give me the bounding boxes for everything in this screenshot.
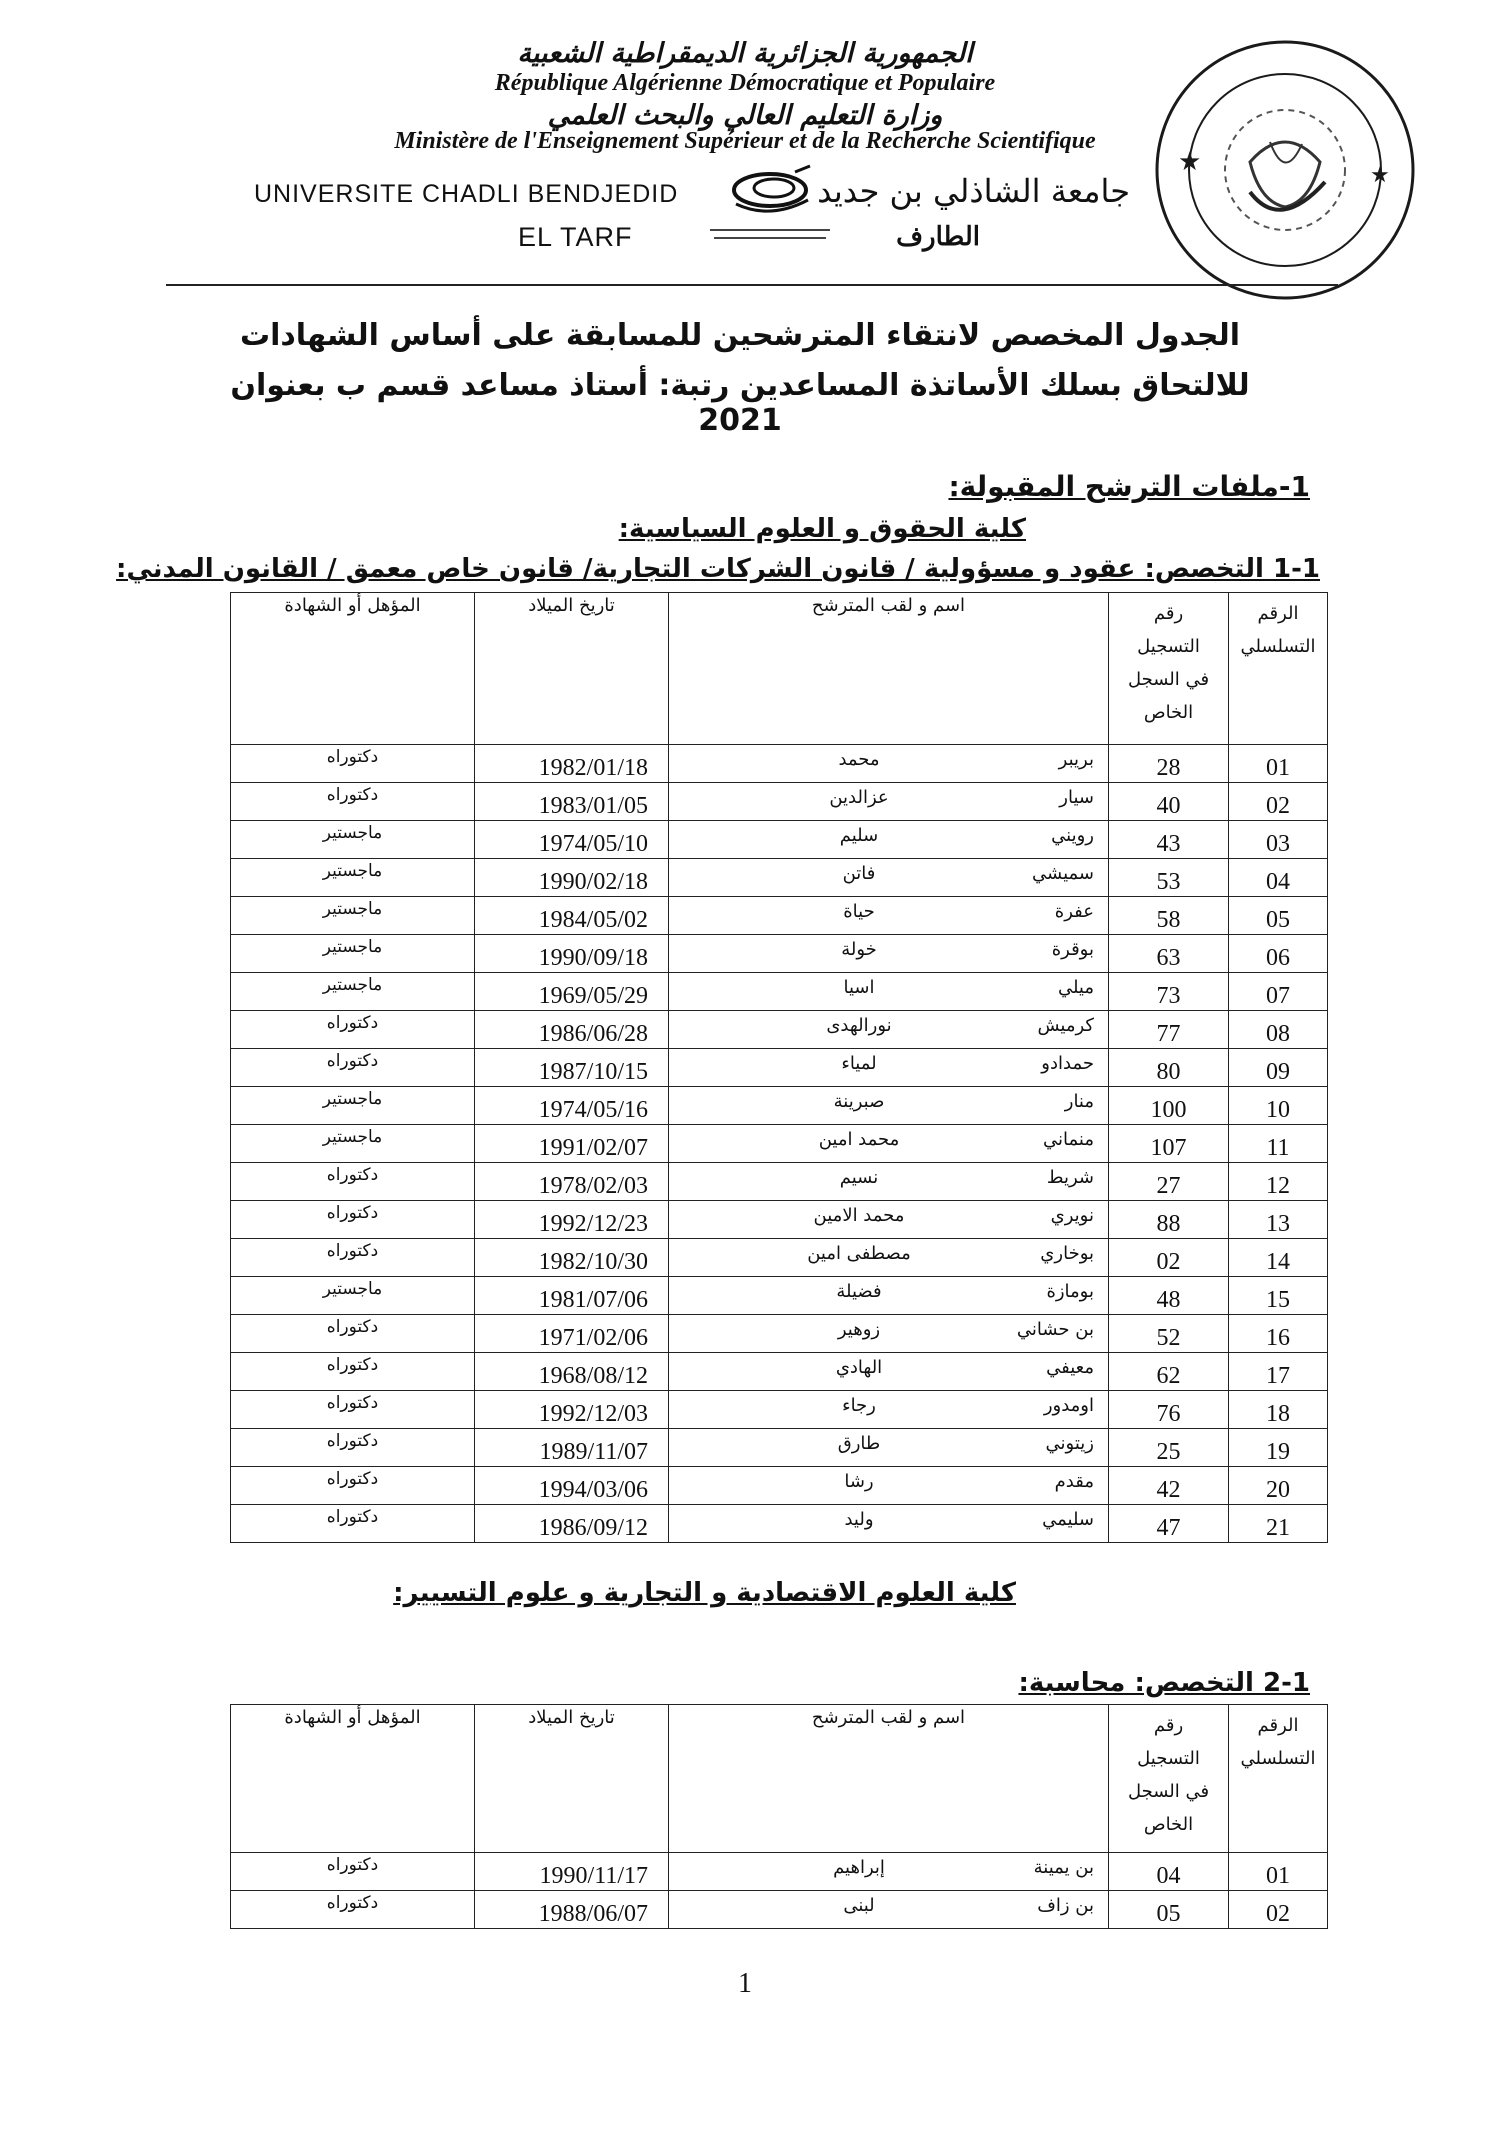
cell-serial: 19 [1229,1429,1328,1467]
cell-degree: ماجستير [231,859,475,897]
cell-degree: ماجستير [231,1125,475,1163]
faculty-economics-heading: كلية العلوم الاقتصادية و التجارية و علوم التسيير: [393,1578,1016,1608]
cell-candidate-name [669,783,1109,821]
cell-registration: 40 [1109,783,1229,821]
table-header-row [231,1705,1328,1853]
cell-registration: 25 [1109,1429,1229,1467]
table-row [231,1277,1328,1315]
cell-serial: 13 [1229,1201,1328,1239]
cell-serial: 21 [1229,1505,1328,1543]
cell-candidate-name [669,1163,1109,1201]
cell-serial: 16 [1229,1315,1328,1353]
candidate-given-name: اسيا [843,977,875,998]
cell-serial: 07 [1229,973,1328,1011]
cell-birth-date: 1991/02/07 [475,1125,669,1163]
cell-serial: 05 [1229,897,1328,935]
candidate-given-name: فاتن [842,863,876,884]
document-title-line-1: الجدول المخصص لانتقاء المترشحين للمسابقة على أساس الشهادات [239,318,1240,353]
cell-degree: ماجستير [231,897,475,935]
table-row [231,1467,1328,1505]
university-city-arabic: الطارف [896,222,980,252]
candidate-surname: معيفي [1046,1357,1094,1378]
cell-birth-date: 1978/02/03 [475,1163,669,1201]
table-row [231,1011,1328,1049]
table-row [231,1353,1328,1391]
cell-candidate-name [669,745,1109,783]
cell-degree: دكتوراه [231,1049,475,1087]
cell-registration: 80 [1109,1049,1229,1087]
candidate-surname: رويني [1051,825,1094,846]
cell-birth-date: 1990/11/17 [475,1853,669,1891]
candidate-surname: بريبر [1058,749,1094,770]
table-row [231,1429,1328,1467]
svg-text:★: ★ [1370,163,1390,188]
table-row [231,1853,1328,1891]
column-header-name: اسم و لقب المترشح [669,1705,1109,1853]
cell-serial: 01 [1229,745,1328,783]
cell-birth-date: 1968/08/12 [475,1353,669,1391]
cell-serial: 02 [1229,783,1328,821]
cell-registration: 77 [1109,1011,1229,1049]
cell-registration: 47 [1109,1505,1229,1543]
section-title: 1-ملفات الترشح المقبولة: [948,470,1310,503]
cell-birth-date: 1992/12/23 [475,1201,669,1239]
cell-candidate-name [669,897,1109,935]
table-row [231,1315,1328,1353]
cell-degree: دكتوراه [231,1853,475,1891]
candidate-given-name: وليد [844,1509,874,1530]
candidate-given-name: محمد الامين [813,1205,905,1226]
column-header-degree: المؤهل أو الشهادة [231,1705,475,1853]
candidate-given-name: لمياء [841,1053,877,1074]
cell-serial: 12 [1229,1163,1328,1201]
candidate-surname: سميشي [1032,863,1094,884]
cell-candidate-name [669,1467,1109,1505]
cell-degree: دكتوراه [231,1505,475,1543]
cell-degree: ماجستير [231,935,475,973]
cell-candidate-name [669,973,1109,1011]
candidate-surname: بن حشاني [1016,1319,1094,1340]
table-row [231,1049,1328,1087]
cell-candidate-name [669,1011,1109,1049]
candidate-given-name: سليم [839,825,879,846]
cell-registration: 48 [1109,1277,1229,1315]
cell-candidate-name [669,1853,1109,1891]
candidate-surname: نويري [1050,1205,1094,1226]
cell-degree: دكتوراه [231,1429,475,1467]
candidate-given-name: لبنى [843,1895,875,1916]
candidate-surname: كرميش [1037,1015,1094,1036]
candidate-given-name: الهادي [835,1357,883,1378]
candidate-given-name: نورالهدى [826,1015,892,1036]
candidate-surname: زيتوني [1045,1433,1094,1454]
cell-candidate-name [669,1277,1109,1315]
university-city-french: EL TARF [518,222,633,252]
cell-registration: 100 [1109,1087,1229,1125]
table-row [231,821,1328,859]
cell-registration: 28 [1109,745,1229,783]
cell-birth-date: 1989/11/07 [475,1429,669,1467]
candidate-given-name: نسيم [839,1167,879,1188]
university-name-arabic: جامعة الشاذلي بن جديد [817,172,1130,210]
cell-degree: دكتوراه [231,745,475,783]
candidate-given-name: حياة [843,901,875,922]
table-row [231,1891,1328,1929]
cell-degree: ماجستير [231,1277,475,1315]
cell-registration: 27 [1109,1163,1229,1201]
column-header-serial: الرقم التسلسلي [1229,593,1328,745]
cell-degree: ماجستير [231,1087,475,1125]
candidate-surname: شريط [1046,1167,1094,1188]
table-row [231,1201,1328,1239]
cell-serial: 03 [1229,821,1328,859]
table-row [231,1163,1328,1201]
cell-registration: 04 [1109,1853,1229,1891]
cell-serial: 01 [1229,1853,1328,1891]
candidate-given-name: محمد [838,749,880,770]
cell-registration: 02 [1109,1239,1229,1277]
cell-serial: 04 [1229,859,1328,897]
candidate-given-name: رشا [844,1471,874,1492]
cell-degree: دكتوراه [231,1467,475,1505]
candidate-surname: حمدادو [1041,1053,1094,1074]
cell-candidate-name [669,1087,1109,1125]
cell-candidate-name [669,1429,1109,1467]
cell-degree: دكتوراه [231,1315,475,1353]
candidate-given-name: رجاء [842,1395,876,1416]
cell-serial: 18 [1229,1391,1328,1429]
cell-serial: 20 [1229,1467,1328,1505]
document-title-line-2: للالتحاق بسلك الأساتذة المساعدين رتبة: أستاذ مساعد قسم ب بعنوان 2021 [230,368,1250,438]
cell-degree: دكتوراه [231,1891,475,1929]
candidate-surname: عفرة [1054,901,1094,922]
cell-registration: 52 [1109,1315,1229,1353]
cell-registration: 42 [1109,1467,1229,1505]
cell-serial: 17 [1229,1353,1328,1391]
table-row [231,1505,1328,1543]
candidate-given-name: زوهير [837,1319,881,1340]
table-row [231,783,1328,821]
cell-candidate-name [669,859,1109,897]
cell-degree: دكتوراه [231,1163,475,1201]
table-row [231,935,1328,973]
candidate-given-name: إبراهيم [833,1857,885,1878]
cell-candidate-name [669,1505,1109,1543]
cell-degree: دكتوراه [231,783,475,821]
candidate-given-name: صبرينة [833,1091,885,1112]
cell-birth-date: 1974/05/16 [475,1087,669,1125]
candidate-surname: سيار [1059,787,1094,808]
ministry-name-arabic: وزارة التعليم العالي والبحث العلمي [547,100,943,131]
cell-candidate-name [669,1125,1109,1163]
candidates-table-law [230,592,1328,1543]
table-row [231,1087,1328,1125]
university-logo [700,160,840,250]
candidate-surname: سليمي [1042,1509,1094,1530]
table-row [231,745,1328,783]
cell-serial: 09 [1229,1049,1328,1087]
candidate-surname: منماني [1043,1129,1094,1150]
cell-registration: 62 [1109,1353,1229,1391]
candidate-surname: منار [1064,1091,1094,1112]
candidate-given-name: خولة [841,939,877,960]
candidate-given-name: فضيلة [836,1281,882,1302]
cell-candidate-name [669,1353,1109,1391]
cell-birth-date: 1982/10/30 [475,1239,669,1277]
cell-candidate-name [669,935,1109,973]
header-divider [166,284,1338,286]
cell-birth-date: 1981/07/06 [475,1277,669,1315]
cell-birth-date: 1987/10/15 [475,1049,669,1087]
table-row [231,897,1328,935]
cell-registration: 76 [1109,1391,1229,1429]
candidate-surname: ميلي [1057,977,1094,998]
cell-birth-date: 1974/05/10 [475,821,669,859]
official-stamp [1150,32,1420,307]
cell-serial: 10 [1229,1087,1328,1125]
cell-serial: 15 [1229,1277,1328,1315]
column-header-degree: المؤهل أو الشهادة [231,593,475,745]
cell-serial: 02 [1229,1891,1328,1929]
cell-birth-date: 1994/03/06 [475,1467,669,1505]
candidate-given-name: مصطفى امين [807,1243,911,1264]
cell-degree: ماجستير [231,821,475,859]
university-name-french: UNIVERSITE CHADLI BENDJEDID [254,180,679,208]
cell-degree: دكتوراه [231,1353,475,1391]
column-header-name: اسم و لقب المترشح [669,593,1109,745]
page-number: 1 [738,1968,752,1999]
cell-degree: دكتوراه [231,1011,475,1049]
svg-text:★: ★ [1178,147,1202,177]
cell-candidate-name [669,1391,1109,1429]
column-header-birth-date: تاريخ الميلاد [475,1705,669,1853]
cell-candidate-name [669,1201,1109,1239]
cell-serial: 14 [1229,1239,1328,1277]
table-row [231,1125,1328,1163]
candidates-table-accounting [230,1704,1328,1929]
ministry-name-french: Ministère de l'Enseignement Supérieur et de la Recherche Scientifique [394,128,1096,154]
cell-serial: 08 [1229,1011,1328,1049]
cell-registration: 63 [1109,935,1229,973]
table-header-row [231,593,1328,745]
cell-registration: 107 [1109,1125,1229,1163]
cell-registration: 53 [1109,859,1229,897]
column-header-registration: رقم التسجيل في السجل الخاص [1109,1705,1229,1853]
cell-registration: 58 [1109,897,1229,935]
cell-degree: دكتوراه [231,1391,475,1429]
column-header-registration: رقم التسجيل في السجل الخاص [1109,593,1229,745]
candidate-given-name: محمد امين [818,1129,900,1150]
cell-degree: دكتوراه [231,1201,475,1239]
cell-candidate-name [669,1315,1109,1353]
cell-degree: دكتوراه [231,1239,475,1277]
cell-candidate-name [669,821,1109,859]
cell-candidate-name [669,1891,1109,1929]
faculty-law-heading: كلية الحقوق و العلوم السياسية: [618,514,1026,544]
cell-registration: 73 [1109,973,1229,1011]
cell-registration: 88 [1109,1201,1229,1239]
table-row [231,859,1328,897]
column-header-birth-date: تاريخ الميلاد [475,593,669,745]
candidate-surname: بن زاف [1037,1895,1094,1916]
candidate-given-name: عزالدين [829,787,889,808]
candidate-surname: مقدم [1054,1471,1094,1492]
table-row [231,1239,1328,1277]
cell-birth-date: 1969/05/29 [475,973,669,1011]
cell-birth-date: 1992/12/03 [475,1391,669,1429]
cell-serial: 06 [1229,935,1328,973]
republic-name-arabic: الجمهورية الجزائرية الديمقراطية الشعبية [517,38,973,69]
cell-degree: ماجستير [231,973,475,1011]
cell-birth-date: 1990/02/18 [475,859,669,897]
cell-birth-date: 1984/05/02 [475,897,669,935]
table-row [231,1391,1328,1429]
candidate-surname: بوقرة [1051,939,1094,960]
cell-birth-date: 1986/09/12 [475,1505,669,1543]
cell-registration: 43 [1109,821,1229,859]
candidate-given-name: طارق [837,1433,881,1454]
cell-birth-date: 1990/09/18 [475,935,669,973]
cell-birth-date: 1971/02/06 [475,1315,669,1353]
candidate-surname: بن يمينة [1033,1857,1094,1878]
specialty-law-heading: 1-1 التخصص: عقود و مسؤولية / قانون الشركات التجارية/ قانون خاص معمق / القانون المدني: [116,554,1320,584]
candidate-surname: بوخاري [1040,1243,1094,1264]
cell-candidate-name [669,1239,1109,1277]
specialty-accounting-heading: 2-1 التخصص: محاسبة: [1018,1668,1310,1698]
cell-candidate-name [669,1049,1109,1087]
cell-birth-date: 1988/06/07 [475,1891,669,1929]
cell-birth-date: 1983/01/05 [475,783,669,821]
column-header-serial: الرقم التسلسلي [1229,1705,1328,1853]
republic-name-french: République Algérienne Démocratique et Populaire [494,70,996,96]
cell-registration: 05 [1109,1891,1229,1929]
candidate-surname: اومدور [1043,1395,1094,1416]
cell-birth-date: 1986/06/28 [475,1011,669,1049]
candidate-surname: بومازة [1046,1281,1094,1302]
cell-birth-date: 1982/01/18 [475,745,669,783]
table-row [231,973,1328,1011]
cell-serial: 11 [1229,1125,1328,1163]
